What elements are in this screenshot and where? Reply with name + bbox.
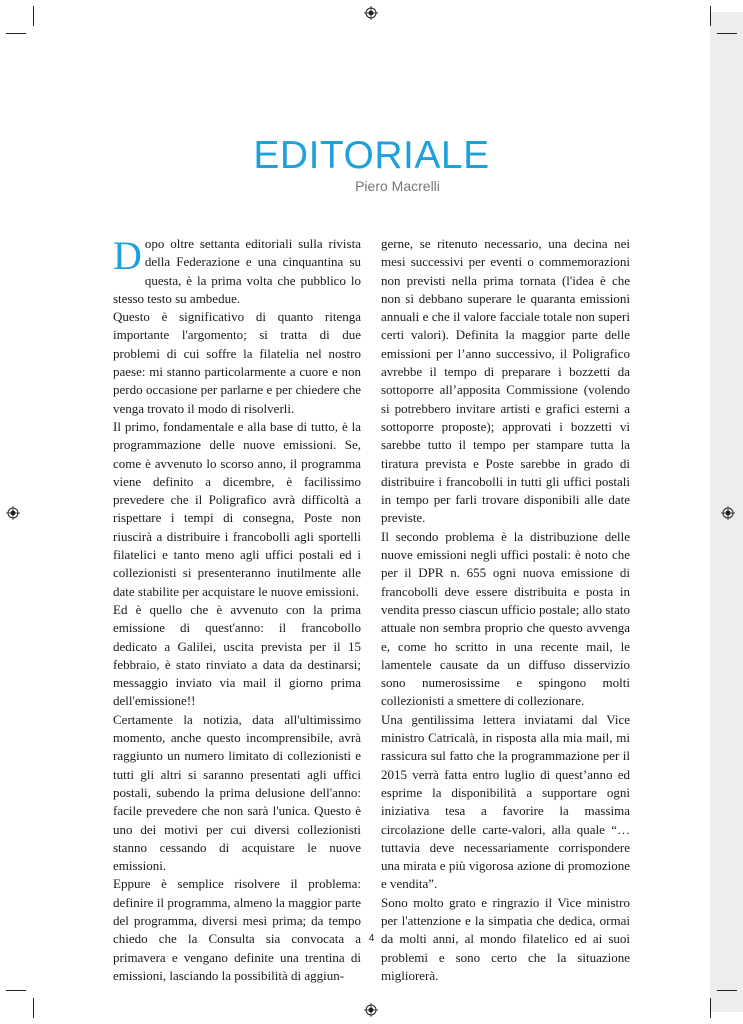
paragraph: Ed è quello che è avvenuto con la prima emissione di quest'anno: il francobollo dedicato a Galilei, uscita prevista per il 15 febbraio, è stato rinviato a data da destinarsi; messaggio inviato via mail il giorno prima dell'emissione!! bbox=[113, 601, 361, 709]
crop-mark bbox=[717, 33, 737, 34]
registration-mark-icon bbox=[6, 506, 20, 520]
paragraph: Il secondo problema è la distribuzione delle nuove emissioni negli uffici postali: è noto che per il DPR n. 655 ogni nuova emissione di francobolli deve essere distribuita e posta in vendita presso ciascun ufficio postale; allo stato attuale non sembra proprio che questo avvenga e, come ho scritto in una recente mail, le lamentele causate da un diffuso disservizio sono numerosissime e spingono molti collezionisti a smettere di collezionare. bbox=[381, 528, 630, 709]
page-title: EDITORIALE bbox=[253, 134, 490, 177]
crop-mark bbox=[710, 998, 711, 1018]
registration-mark-icon bbox=[364, 6, 378, 20]
crop-mark bbox=[6, 33, 26, 34]
gutter-notch-top bbox=[710, 0, 743, 12]
author-byline: Piero Macrelli bbox=[355, 178, 440, 194]
crop-mark bbox=[717, 990, 737, 991]
paragraph: Sono molto grato e ringrazio il Vice ministro per l'attenzione e la simpatia che dedica, ormai da molti anni, al mondo filatelico ed ai suoi problemi e sono certo che la situazione migliorerà. bbox=[381, 894, 630, 983]
crop-mark bbox=[6, 990, 26, 991]
dropcap: D bbox=[113, 233, 142, 278]
paragraph: Una gentilissima lettera inviatami dal Vice ministro Catricalà, in risposta alla mia mail, mi rassicura sul fatto che la programmazione per il 2015 verrà fatta entro luglio di quest’anno ed esprime la disponibilità a supportare ogni iniziativa tesa a favorire la massima circolazione delle carte-valori, alla quale “… tuttavia deve necessariamente corrispondere una mirata e più vigorosa azione di promozione e vendita”. bbox=[381, 711, 630, 892]
paragraph: Questo è significativo di quanto ritenga importante l'argomento; si tratta di due problemi di cui soffre la filatelia nel nostro paese: mi stanno particolarmente a cuore e non perdo occasione per parlarne e per chiedere che venga trovato il modo di risolverli. bbox=[113, 309, 361, 416]
paragraph: Il primo, fondamentale e alla base di tutto, è la programmazione delle nuove emissioni. Se, come è avvenuto lo scorso anno, il programma viene definito a dicembre, è facilissimo prevedere che il Poligrafico avrà difficoltà a rispettare i tempi di consegna, Poste non riuscirà a distribuire i francobolli agli sportelli filatelici e tanto meno agli uffici postali ed i collezionisti si presenteranno inutilmente alle date stabilite per acquistare le nuove emissioni. bbox=[113, 418, 361, 599]
page-number: 4 bbox=[368, 933, 375, 944]
registration-mark-icon bbox=[721, 506, 735, 520]
crop-mark bbox=[33, 6, 34, 26]
paragraph-text: opo oltre settanta editoriali sulla rivista della Federazione e una cinquantina su questa, è la prima volta che pubblico lo stesso testo su ambedue. bbox=[113, 236, 361, 306]
crop-mark bbox=[33, 998, 34, 1018]
text-column-right bbox=[381, 235, 630, 985]
crop-mark bbox=[710, 6, 711, 26]
paragraph: gerne, se ritenuto necessario, una decina nei mesi successivi per eventi o commemorazioni non previsti nella prima tornata (l'idea è che non si debbano superare le quaranta emissioni annuali e che il valore facciale totale non superi certi valori). Definita la maggior parte delle emissioni per l’anno successivo, il Poligrafico avrebbe il tempo di preparare i bozzetti da sottoporre all’apposita Commissione (volendo si potrebbero invitare artisti e grafici esterni a sottoporre proposte); approvati i bozzetti vi sarebbe tutto il tempo per stampare tutta la tiratura prevista e Poste sarebbe in grado di distribuire i francobolli in tutti gli uffici postali in tempo per farli trovare disponibili alle date previste. bbox=[381, 236, 630, 526]
registration-mark-icon bbox=[364, 1003, 378, 1017]
paragraph bbox=[113, 235, 361, 308]
paragraph: Certamente la notizia, data all'ultimissimo momento, anche questo incomprensibile, avrà raggiunto un numero limitato di collezionisti e tutti gli altri si saranno presentati agli uffici postali, subendo la prima delusione dell'anno: facile prevedere che non sarà l'unica. Questo è uno dei motivi per cui diversi collezionisti stanno cessando di acquistare le nuove emissioni. bbox=[113, 711, 361, 874]
text-column-left bbox=[113, 235, 361, 985]
gutter-notch-bottom bbox=[710, 1012, 743, 1024]
paragraph: Eppure è semplice risolvere il problema: definire il programma, almeno la maggior parte del programma, diversi mesi prima; da tempo chiedo che la Consulta sia convocata a primavera e vengano definite una trentina di emissioni, lasciando la possibilità di aggiun- bbox=[113, 876, 361, 983]
